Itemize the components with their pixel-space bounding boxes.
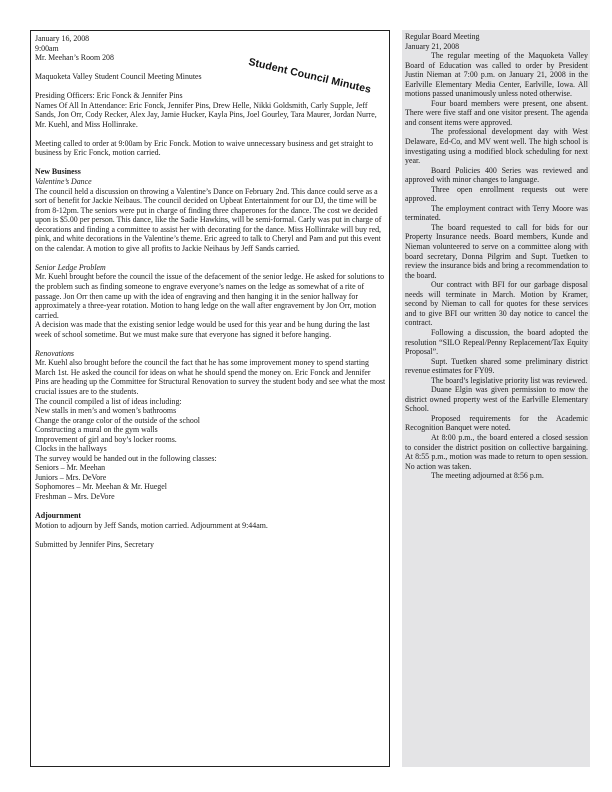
survey-class-item: Sophomores – Mr. Meehan & Mr. Huegel [35,482,167,492]
board-meeting-title: Regular Board Meeting [405,32,480,41]
senior-ledge-decision: A decision was made that the existing senior ledge would be used for this year and be hung during the last week of school sometime. But we must make sure that everyone has signed it before hanging. [35,320,370,339]
meeting-date: January 16, 2008 [35,34,90,43]
idea-item: Constructing a mural on the gym walls [35,425,158,435]
board-paragraph: Board Policies 400 Series was reviewed and approved with minor changes to language. [405,165,588,185]
ideas-intro: The council compiled a list of ideas including: [35,396,182,406]
board-paragraph: Three open enrollment requests out were approved. [405,184,588,204]
board-paragraph: The regular meeting of the Maquoketa Valley Board of Education was called to order by President Justin Nieman at 7:00 p.m. on January 21, 2008 in the Earlville Elementary Media Center, Earlville, Iowa. All motions passed unanimously unless noted otherwise. [405,51,588,99]
board-paragraph: Following a discussion, the board adopted the resolution “SILO Repeal/Penny Replacement/Tax Equity Proposal”. [405,327,588,357]
board-paragraph: The board’s legislative priority list was reviewed. [431,375,588,385]
survey-class-item: Seniors – Mr. Meehan [35,463,106,473]
student-council-minutes-box [30,30,390,767]
student-council-minutes-stamp: Student Council Minutes [247,56,373,96]
senior-ledge-heading: Senior Ledge Problem [35,262,106,272]
board-paragraph: The board requested to call for bids for our Property Insurance needs. Board members, Kunde and Nieman volunteered to serve on a committee along with board secretary, Donna Pilgrim and Supt. Tuetken to review the insurance bids and bring a recommendation to the board. [405,222,588,280]
board-paragraph: Supt. Tuetken shared some preliminary district revenue estimates for FY09. [405,356,588,376]
idea-item: Change the orange color of the outside of the school [35,415,200,425]
survey-class-item: Juniors – Mrs. DeVore [35,472,107,482]
board-paragraph: Proposed requirements for the Academic Recognition Banquet were noted. [405,413,588,433]
idea-item: Clocks in the hallways [35,444,107,454]
adjournment-text: Motion to adjourn by Jeff Sands, motion carried. Adjournment at 9:44am. [35,520,268,530]
board-meeting-date: January 21, 2008 [405,41,460,51]
idea-item: Improvement of girl and boy’s locker rooms. [35,434,177,444]
survey-class-item: Freshman – Mrs. DeVore [35,491,115,501]
survey-intro: The survey would be handed out in the following classes: [35,453,217,463]
board-paragraph: At 8:00 p.m., the board entered a closed session to consider the district position on collective bargaining. At 8:55 p.m., motion was made to return to open session. No action was taken. [405,432,588,471]
board-paragraph: The employment contract with Terry Moore was terminated. [405,203,588,223]
renovations-text: Mr. Kuehl also brought before the council the fact that he has some improvement money to spend starting March 1st. He asked the council for ideas on what he should spend the money on. Eric Fonck and Jennifer Pins are heading up the Committee for Structural Renovation to survey the student body and see what the most crucial issues are to the students. [35,358,386,396]
board-meeting-column [402,30,590,767]
presiding-officers: Presiding Officers: Eric Fonck & Jennifer Pins [35,91,183,101]
senior-ledge-text: Mr. Kuehl brought before the council the issue of the defacement of the senior ledge. He asked for solutions to the problem such as finding someone to engrave everyone’s names on the ledge as somewhat of a rite of passage. Jon Orr then came up with the idea of engraving and then hanging it in the senior hallway for approximately a three-year rotation. Motion to hang ledge on the wall after engravement by Jon Orr, motion carried. [35,272,385,320]
meeting-title: Maquoketa Valley Student Council Meeting Minutes [35,72,202,82]
attendance-list: Names Of All In Attendance: Eric Fonck, Jennifer Pins, Drew Helle, Nikki Goldsmith, Carly Supple, Jeff Sands, Jon Orr, Cody Recker, Alex Jay, Jamie Hucker, Kayla Pins, Joel Gourley, Tara Maurer, Jordan Nurre, Mr. Kuehl, and Miss Hollinrake. [35,100,377,129]
idea-item: New stalls in men’s and women’s bathrooms [35,406,177,416]
board-paragraph: The professional development day with West Delaware, Ed-Co, and MV went well. The high school is investigating using a modified block scheduling for next year. [405,127,588,166]
new-business-heading: New Business [35,167,81,177]
submitted-by: Submitted by Jennifer Pins, Secretary [35,539,154,549]
valentines-dance-text: The council held a discussion on throwing a Valentine’s Dance on February 2nd. This dance could serve as a sort of benefit for Jackie Neibaus. The council decided on Upbeat Entertainment for our DJ, the time will be from 8-12pm. The seniors were put in charge of finding three chaperones for the dance. The cost we decided upon is $5.00 per person. This dance, like the Sadie Hawkins, will be semi-formal. Carly was put in charge of decorations and finding a committee to assist her with decorating for the dance. Miss Hollinrake will buy red, pink, and white decorations in the Valentine’s theme. Eric agreed to talk to Cheryl and Pam and put this event on the calendar. A motion to give all profits to Jackie Neihaus by Jeff Sands carried. [35,186,382,253]
board-paragraph: The meeting adjourned at 8:56 p.m. [431,471,544,481]
call-to-order: Meeting called to order at 9:00am by Eric Fonck. Motion to waive unnecessary business and get straight to business by Eric Fonck, motion carried. [35,138,373,158]
board-paragraph: Duane Elgin was given permission to mow the district owned property west of the Earlville Elementary School. [405,385,588,414]
adjournment-heading: Adjournment [35,511,82,521]
board-paragraph: Four board members were present, one absent. There were five staff and one visitor present. The agenda and consent items were approved. [405,98,588,127]
meeting-time: 9:00am [35,43,59,53]
meeting-location: Mr. Meehan’s Room 208 [35,53,114,63]
valentines-dance-heading: Valentine’s Dance [35,177,92,187]
board-paragraph: Our contract with BFI for our garbage disposal needs will terminate in March. Motion by Kramer, second by Nieman to call for quotes for these services and to give BFI our written 30 day notice to cancel the contract. [405,280,588,328]
renovations-heading: Renovations [35,348,75,358]
